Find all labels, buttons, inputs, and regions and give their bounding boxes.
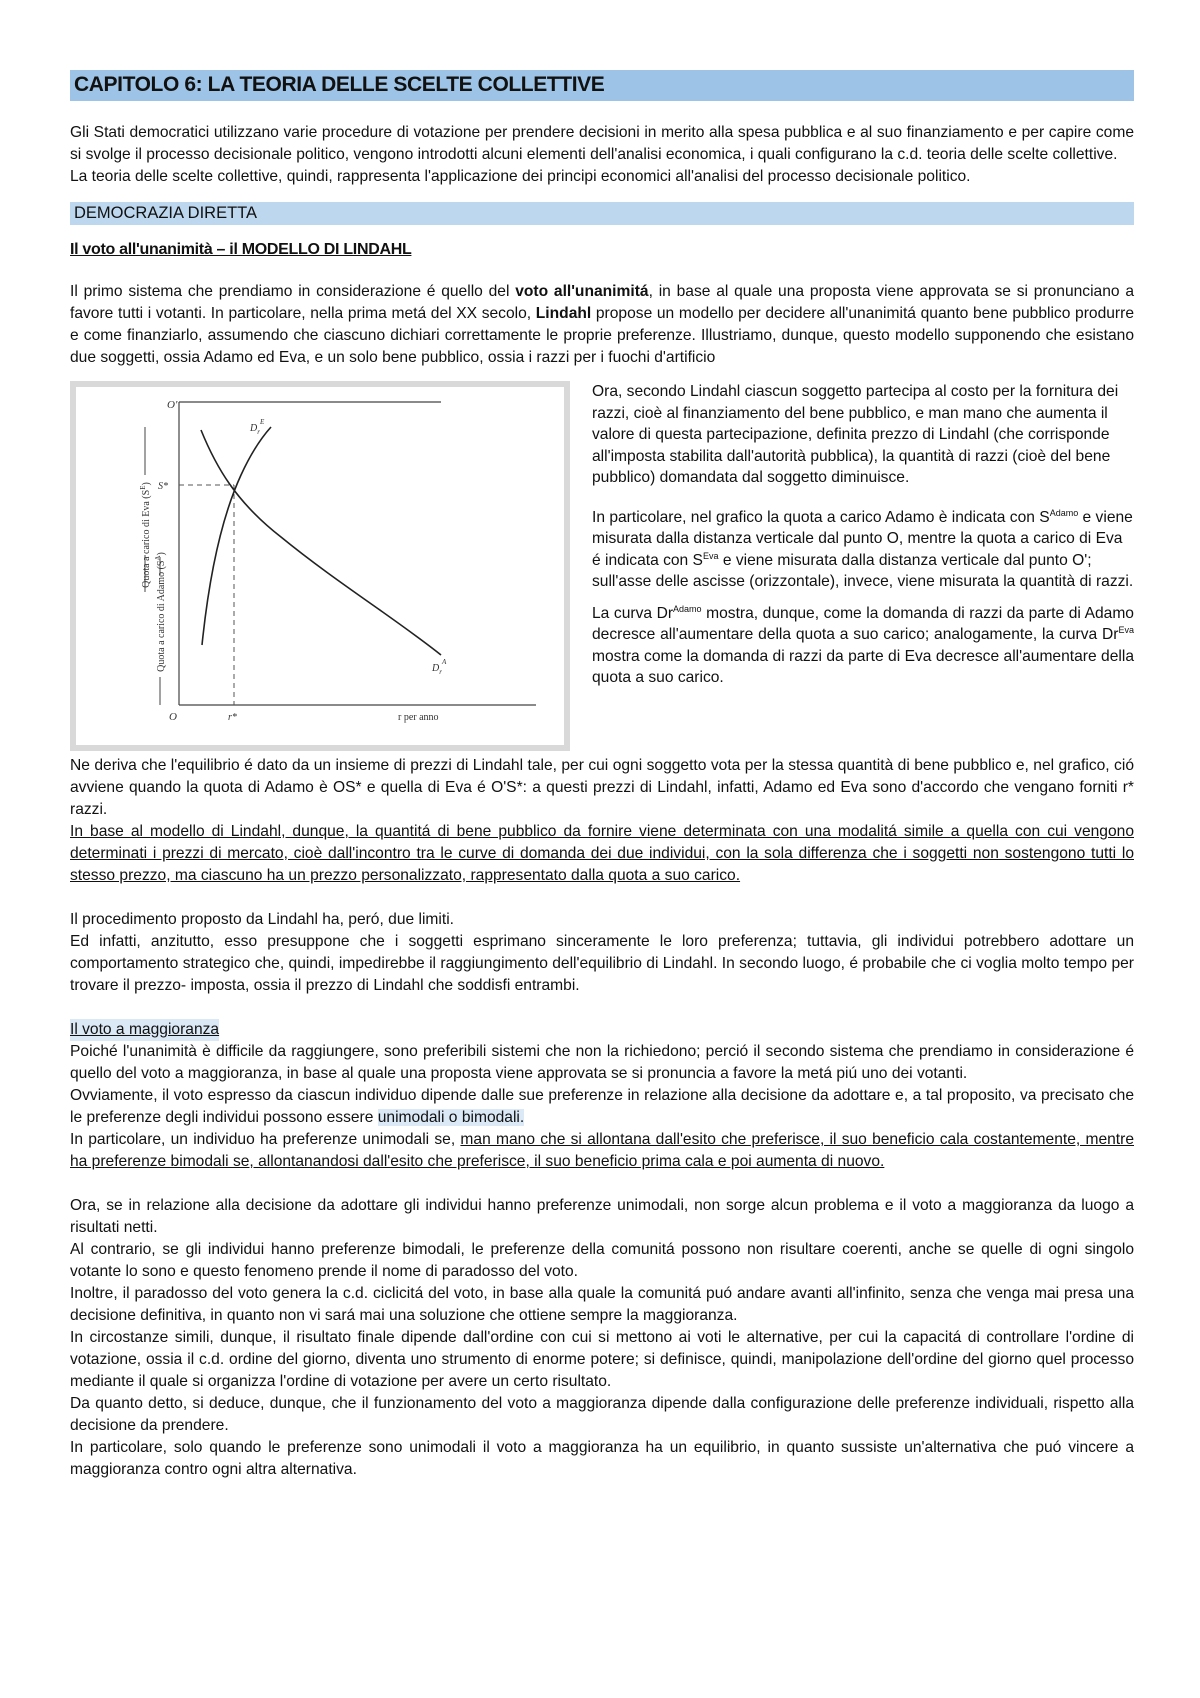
equilibrium-paragraph: Ne deriva che l'equilibrio é dato da un insieme di prezzi di Lindahl tale, per cui ogni soggetto vota per la stessa quantità di bene pubblico e, nel grafico, ció avviene quando la quota di Adamo è OS* e quella di Eva é O'S*: a questi prezzi di Lindahl, infatti, Adamo ed Eva sono d'accordo che vengano forniti r* razzi. xyxy=(70,757,1134,818)
final-paragraph-5: Da quanto detto, si deduce, dunque, che il funzionamento del voto a maggioranza dipende dalla configurazione delle preferenze individuali, rispetto alla decisione da prendere. xyxy=(70,1395,1134,1434)
majority-paragraph-3: In particolare, un individuo ha preferenze unimodali se, man mano che si allontana dall'esito che preferisce, il suo beneficio cala costantemente, mentre ha preferenze bimodali se, allontanandosi dall'esito che preferisce, il suo beneficio prima cala e poi aumenta di nuovo. xyxy=(70,1131,1134,1170)
intro-paragraph-2: La teoria delle scelte collettive, quindi, rappresenta l'applicazione dei principi economici all'analisi del processo decisionale politico. xyxy=(70,168,971,185)
side-paragraph-2: In particolare, nel grafico la quota a carico Adamo è indicata con $S^{Adamo}$ e viene misurata dalla distanza verticale dal punto O, mentre la quota a carico di Eva é indicata con $S^{Eva}$ e viene misurata dalla distanza verticale dal punto O'; sull'asse delle ascisse (orizzontale), invece, viene misurata la quantità di razzi. xyxy=(592,507,1134,590)
majority-paragraph-2: Ovviamente, il voto espresso da ciascun individuo dipende dalle sue preferenze in relazione alla decisione da adottare e, a tal proposito, va precisato che le preferenze degli individui possono essere unimodali o bimodali. xyxy=(70,1087,1134,1126)
chart-side-text xyxy=(592,381,1134,751)
o-prime-label: O' xyxy=(167,399,178,411)
y-axis-label-eva: Quota a carico di Eva $(S^E)$ xyxy=(139,482,152,588)
side-paragraph-3: La curva $Dr^{Adamo}$ mostra, dunque, come la domanda di razzi da parte di Adamo decresce all'aumentare della quota a suo carico; analogamente, la curva $Dr^{Eva}$ mostra come la domanda di razzi da parte di Eva decresce all'aumentare della quota a suo carico. xyxy=(592,603,1134,686)
intro-paragraph-1: Gli Stati democratici utilizzano varie procedure di votazione per prendere decisioni in merito alla spesa pubblica e al suo finanziamento e per capire come si svolge il processo decisionale politico, vengono introdotti alcuni elementi dell'analisi economica, i quali configurano la c.d. teoria delle scelte collettive. xyxy=(70,124,1134,163)
lindahl-summary-underlined: In base al modello di Lindahl, dunque, la quantitá di bene pubblico da fornire viene determinata con una modalitá simile a quella con cui vengono determinati i prezzi di mercato, cioè dall'incontro tra le curve di domanda dei due individui, con la sola differenza che i soggetti non sostengono tutti lo stesso prezzo, ma ciascuno ha un prezzo personalizzato, rappresentato dalla quota a suo carico. xyxy=(70,823,1134,884)
limits-paragraph-2: Ed infatti, anzitutto, esso presuppone che i soggetti esprimano sinceramente le loro preferenza; tuttavia, gli individui potrebbero adottare un comportamento strategico che, quindi, impedirebbe il raggiungimento dell'equilibrio di Lindahl. In secondo luogo, é probabile che ci voglia molto tempo per trovare il prezzo- imposta, ossia il prezzo di Lindahl che soddisfi entrambi. xyxy=(70,933,1134,994)
final-paragraph-3: Inoltre, il paradosso del voto genera la c.d. ciclicitá del voto, in base alla quale la comunitá puó andare avanti all'infinito, senza che venga mai presa una decisione definitiva, in quanto non vi sará mai una soluzione che ottiene sempre la maggioranza. xyxy=(70,1285,1134,1324)
subheading-lindahl: Il voto all'unanimità – il MODELLO DI LINDAHL xyxy=(70,241,412,258)
final-paragraph-6: In particolare, solo quando le preferenze sono unimodali il voto a maggioranza ha un equilibrio, in quanto sussiste un'alternativa che puó vincere a maggioranza contro ogni altra alternativa. xyxy=(70,1439,1134,1478)
final-paragraph-1: Ora, se in relazione alla decisione da adottare gli individui hanno preferenze unimodali, non sorge alcun problema e il voto a maggioranza da luogo a risultati netti. xyxy=(70,1197,1134,1236)
adamo-curve-label: $D_r^A$ xyxy=(432,658,447,676)
final-paragraph-2: Al contrario, se gli individui hanno preferenze bimodali, le preferenze della comunitá possono non risultare coerenti, anche se quelle di ogni singolo votante lo sono e questo fenomeno prende il nome di paradosso del voto. xyxy=(70,1241,1134,1280)
lindahl-intro-paragraph: Il primo sistema che prendiamo in considerazione é quello del voto all'unanimitá, in base al quale una proposta viene approvata se si pronunciano a favore tutti i votanti. In particolare, nella prima metá del XX secolo, Lindahl propose un modello per decidere all'unanimitá quanto bene pubblico produrre e come finanziarlo, assumendo che ciascuno dichiari correttamente le proprie preferenze. Illustriamo, dunque, questo modello supponendo che esistano due soggetti, ossia Adamo ed Eva, e un solo bene pubblico, ossia i razzi per i fuochi d'artificio xyxy=(70,283,1135,366)
adamo-demand-curve xyxy=(201,430,441,655)
limits-paragraph-1: Il procedimento proposto da Lindahl ha, peró, due limiti. xyxy=(70,911,455,928)
eva-demand-curve xyxy=(202,427,271,645)
side-paragraph-1: Ora, secondo Lindahl ciascun soggetto partecipa al costo per la fornitura dei razzi, cioè al finanziamento del bene pubblico, e man mano che aumenta il valore di questa partecipazione, definita prezzo di Lindahl (che corrisponde all'imposta stabilita dall'autorità pubblica), la quantità di razzi (cioè del bene pubblico) domandata dal soggetto diminuisce. xyxy=(592,383,1119,486)
section-heading-democrazia-diretta: DEMOCRAZIA DIRETTA xyxy=(70,202,1134,225)
eva-curve-label: $D_r^E$ xyxy=(250,418,265,436)
subheading-voto-maggioranza: Il voto a maggioranza xyxy=(70,1019,219,1041)
final-paragraph-4: In circostanze simili, dunque, il risultato finale dipende dall'ordine con cui si mettono ai voti le alternative, per cui la capacitá di controllare l'ordine di votazione, ossia il c.d. ordine del giorno, diventa uno strumento di enorme potere; si definisce, quindi, manipolazione dell'ordine del giorno quel processo mediante il quale si organizza l'ordine di votazione per avere un certo risultato. xyxy=(70,1329,1134,1390)
chapter-title: CAPITOLO 6: LA TEORIA DELLE SCELTE COLLETTIVE xyxy=(70,70,1134,101)
r-star-label: r* xyxy=(228,712,237,723)
y-axis-label-adamo: Quota a carico di Adamo $(S^A)$ xyxy=(154,552,167,672)
s-star-label: S* xyxy=(158,481,168,492)
lindahl-chart xyxy=(76,387,564,745)
majority-paragraph-1: Poiché l'unanimità è difficile da raggiungere, sono preferibili sistemi che non la richiedono; perció il secondo sistema che prendiamo in considerazione é quello del voto a maggioranza, in base al quale una proposta viene approvata se si pronuncia a favore la metá piú uno dei votanti. xyxy=(70,1043,1134,1082)
lindahl-chart-frame xyxy=(70,381,570,751)
origin-label: O xyxy=(169,711,177,723)
document-page xyxy=(70,70,1134,1481)
x-axis-label: r per anno xyxy=(398,712,439,723)
